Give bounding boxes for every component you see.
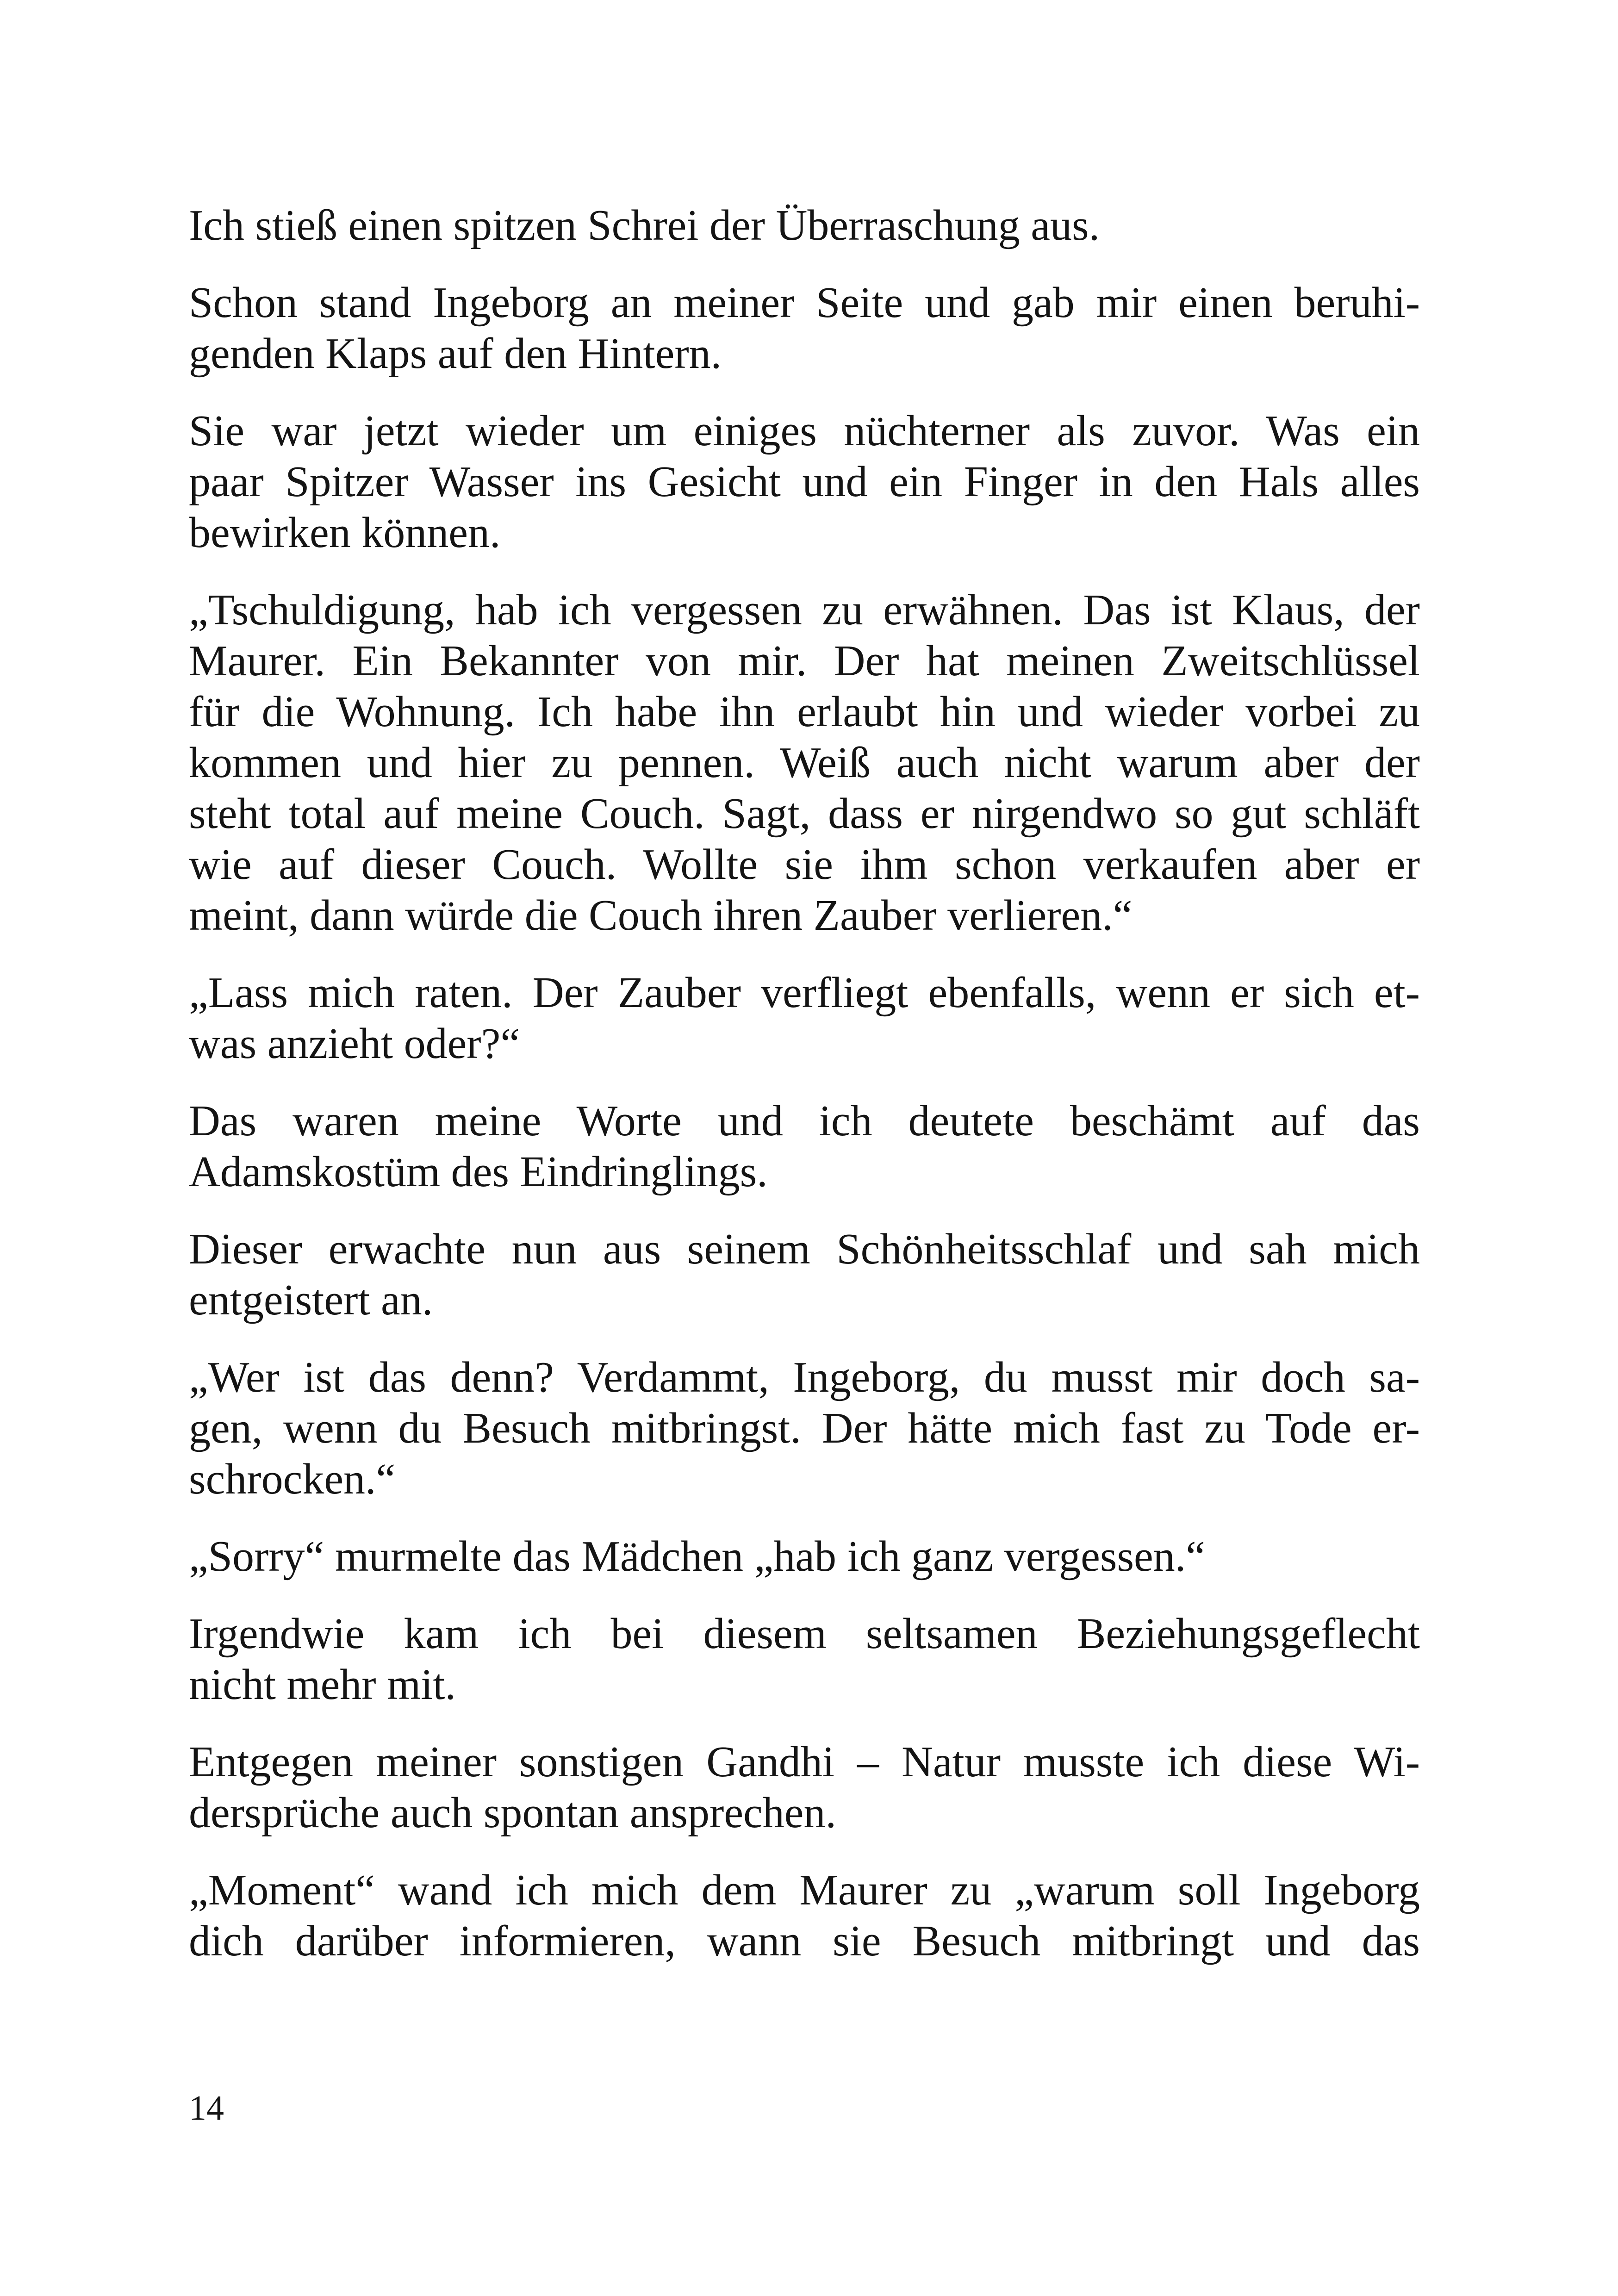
text-line: schrocken.“ [189,1455,396,1503]
text-line: Adamskostüm des Eindringlings. [189,1148,768,1196]
text-line: nicht mehr mit. [189,1661,456,1709]
text-line: für die Wohnung. Ich habe ihn erlaubt hin und wieder vorbei zu [189,688,1420,736]
text-line: Schon stand Ingeborg an meiner Seite und gab mir einen beruhi- [189,279,1420,327]
text-line: Irgendwie kam ich bei diesem seltsamen Beziehungsgeflecht [189,1610,1420,1658]
text-line: Das waren meine Worte und ich deutete beschämt auf das [189,1097,1420,1145]
paragraph [189,277,1420,379]
text-line: Sie war jetzt wieder um einiges nüchterner als zuvor. Was ein [189,407,1420,455]
text-line: Entgegen meiner sonstigen Gandhi – Natur musste ich diese Wi- [189,1738,1420,1786]
text-line: genden Klaps auf den Hintern. [189,330,722,378]
text-line: gen, wenn du Besuch mitbringst. Der hätte mich fast zu Tode er- [189,1404,1420,1452]
paragraph [189,585,1420,941]
text-line: Dieser erwachte nun aus seinem Schönheitsschlaf und sah mich [189,1225,1420,1273]
text-line: dersprüche auch spontan ansprechen. [189,1789,836,1837]
text-line: steht total auf meine Couch. Sagt, dass er nirgendwo so gut schläft [189,790,1420,838]
text-line: kommen und hier zu pennen. Weiß auch nicht warum aber der [189,739,1420,787]
text-line: Maurer. Ein Bekannter von mir. Der hat meinen Zweitschlüssel [189,637,1420,685]
body-text [189,200,1420,1993]
paragraph [189,200,1420,251]
paragraph [189,1352,1420,1505]
paragraph [189,1224,1420,1325]
paragraph [189,967,1420,1069]
text-line: wie auf dieser Couch. Wollte sie ihm schon verkaufen aber er [189,840,1420,889]
paragraph [189,1865,1420,1966]
text-line: bewirken können. [189,509,501,557]
text-line: meint, dann würde die Couch ihren Zauber verlieren.“ [189,891,1133,940]
text-line: „Moment“ wand ich mich dem Maurer zu „warum soll Ingeborg [189,1866,1420,1914]
page-number: 14 [189,2089,224,2128]
paragraph [189,1095,1420,1197]
text-line: „Sorry“ murmelte das Mädchen „hab ich ganz vergessen.“ [189,1532,1205,1580]
paragraph [189,1608,1420,1710]
text-line: „Wer ist das denn? Verdammt, Ingeborg, du musst mir doch sa- [189,1353,1420,1401]
paragraph [189,1736,1420,1838]
text-line: was anzieht oder?“ [189,1020,520,1068]
text-line: Ich stieß einen spitzen Schrei der Überraschung aus. [189,201,1100,249]
text-line: entgeistert an. [189,1276,433,1324]
text-line: „Tschuldigung, hab ich vergessen zu erwähnen. Das ist Klaus, der [189,586,1420,634]
paragraph [189,405,1420,558]
text-line: dich darüber informieren, wann sie Besuch mitbringt und das [189,1917,1420,1965]
text-line: paar Spitzer Wasser ins Gesicht und ein Finger in den Hals alles [189,458,1420,506]
paragraph [189,1531,1420,1582]
text-line: „Lass mich raten. Der Zauber verfliegt ebenfalls, wenn er sich et- [189,969,1420,1017]
